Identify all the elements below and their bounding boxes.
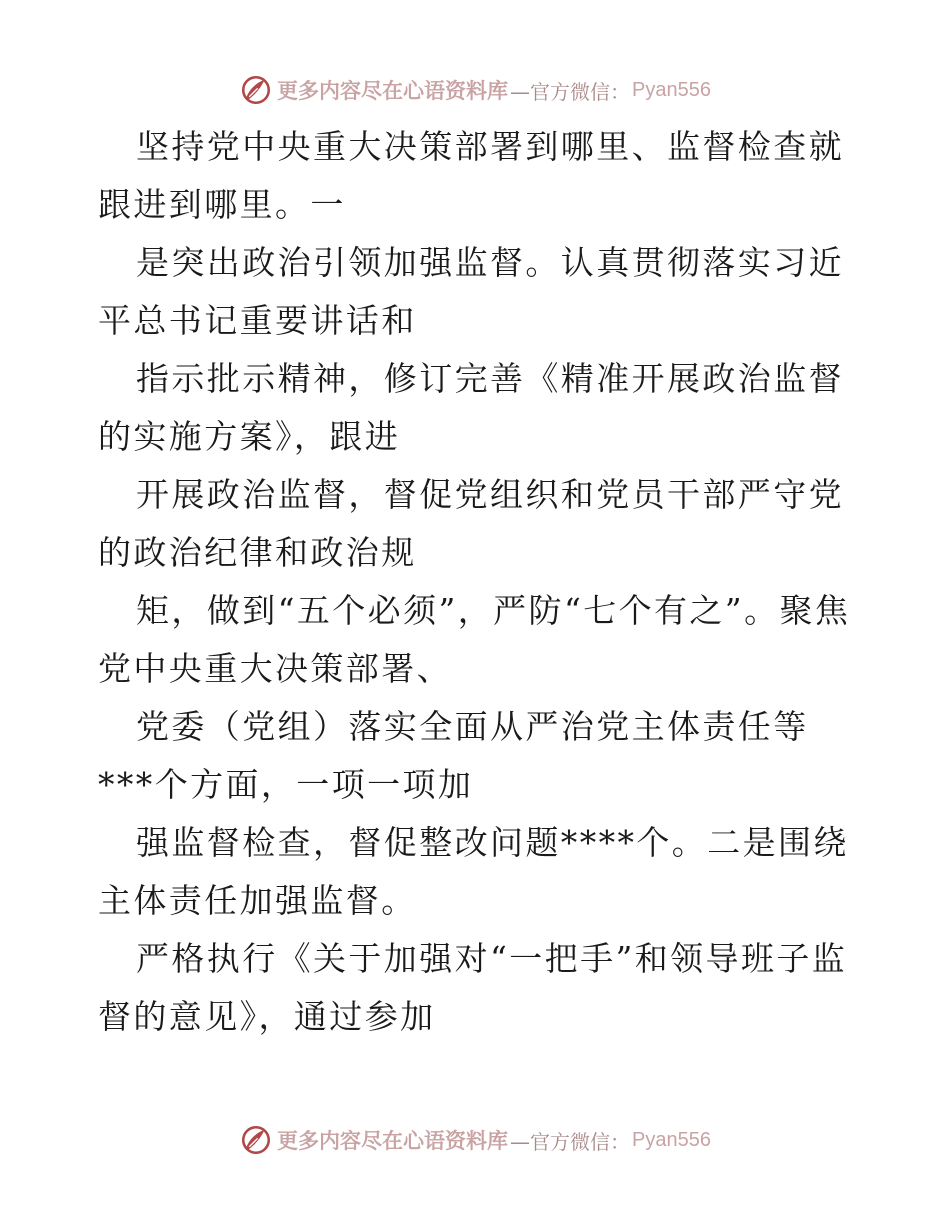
banner-main-text: 更多内容尽在心语资料库 (277, 78, 509, 103)
paragraph: 坚持党中央重大决策部署到哪里、监督检查就跟进到哪里。一 (98, 127, 844, 224)
banner-main-text: 更多内容尽在心语资料库 (277, 1128, 509, 1153)
pen-nib-logo-icon (239, 1123, 273, 1157)
paragraph: 开展政治监督，督促党组织和党员干部严守党的政治纪律和政治规 (98, 475, 844, 572)
paragraph: 强监督检查，督促整改问题****个。二是围绕主体责任加强监督。 (98, 823, 849, 920)
paragraph: 是突出政治引领加强监督。认真贯彻落实习近平总书记重要讲话和 (98, 243, 844, 340)
banner-official-text: —官方微信： (510, 79, 631, 104)
document-body (98, 118, 858, 1046)
paragraph: 指示批示精神，修订完善《精准开展政治监督的实施方案》，跟进 (98, 359, 844, 456)
paragraph: 党委（党组）落实全面从严治党主体责任等***个方面，一项一项加 (98, 707, 809, 804)
paragraph: 矩，做到“五个必须”，严防“七个有之”。聚焦党中央重大决策部署、 (98, 591, 851, 688)
banner-wechat-id: Pyan556 (632, 78, 711, 101)
banner-official-text: —官方微信： (510, 1129, 631, 1154)
header-banner (0, 70, 950, 110)
banner-wechat-id: Pyan556 (632, 1128, 711, 1151)
pen-nib-logo-icon (239, 73, 273, 107)
footer-banner (0, 1120, 950, 1160)
paragraph: 严格执行《关于加强对“一把手”和领导班子监督的意见》，通过参加 (98, 939, 848, 1036)
